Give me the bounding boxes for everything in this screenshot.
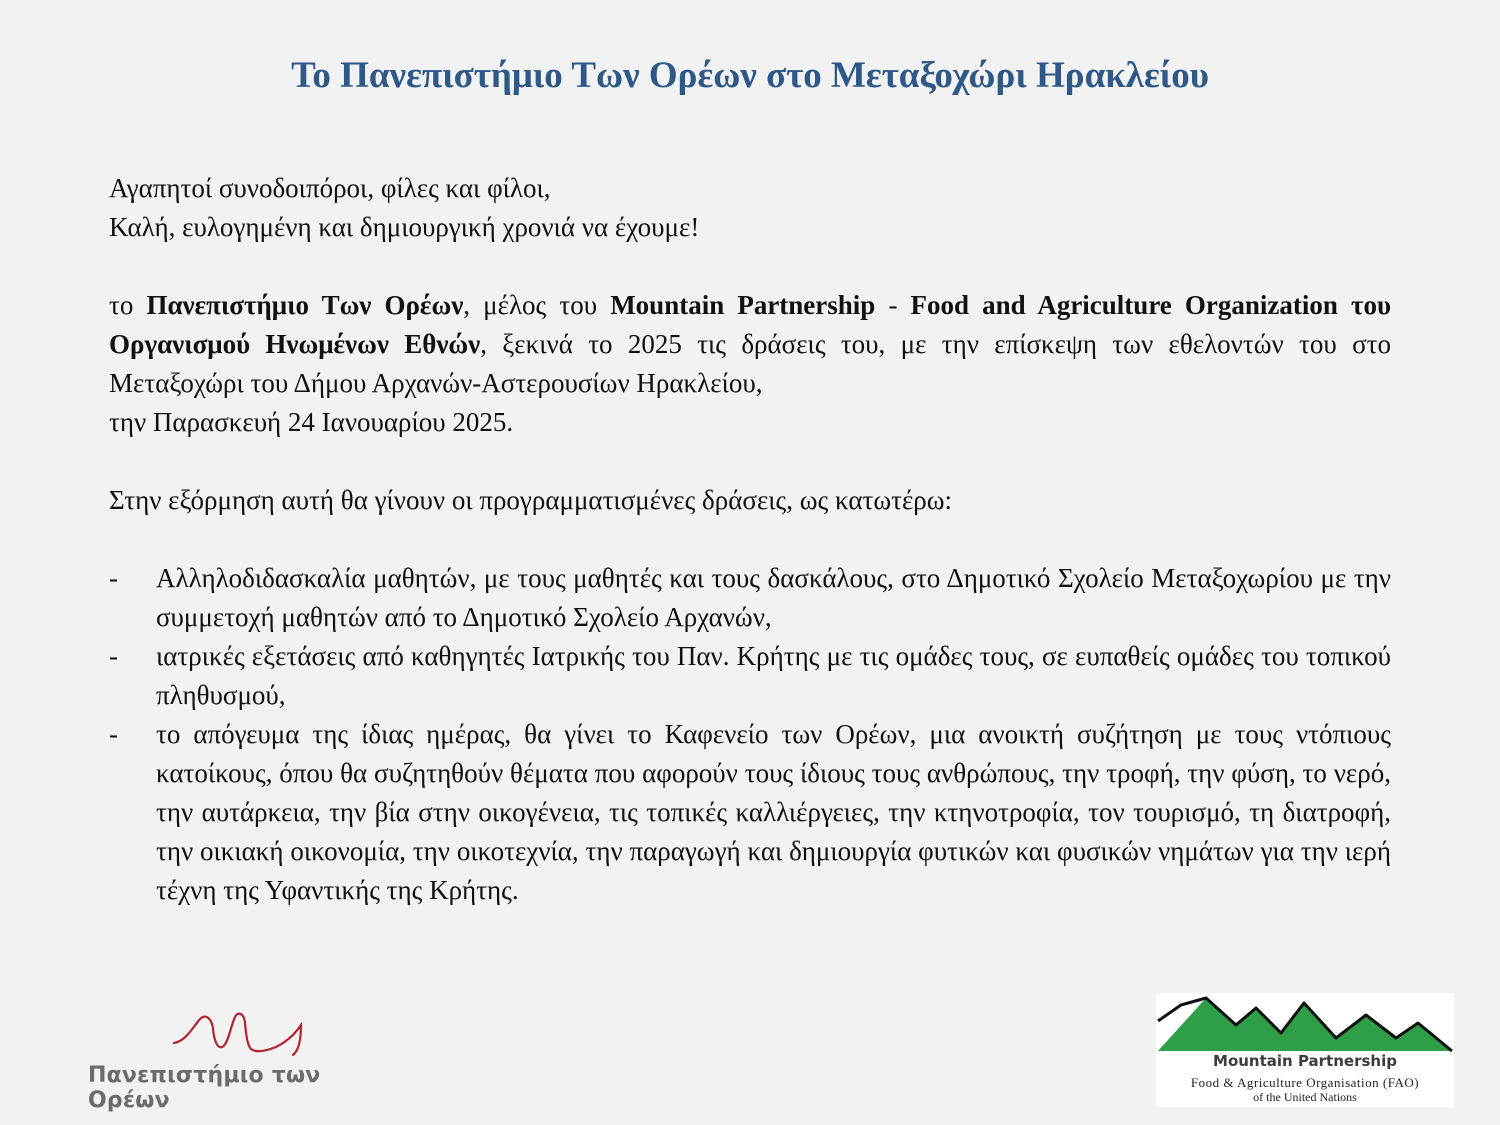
intro-date-line: την Παρασκευή 24 Ιανουαρίου 2025. [109, 407, 514, 437]
list-item [109, 559, 1391, 637]
bullet-dash: - [109, 563, 118, 593]
university-of-mountains-logo [88, 1005, 398, 1113]
logo-caption: Πανεπιστήμιο των Ορέων [88, 1063, 321, 1113]
list-item-text: ιατρικές εξετάσεις από καθηγητές Ιατρικής του Παν. Κρήτης με τις ομάδες τους, σε ευπαθείς ομάδες του τοπικού πληθυσμού, [156, 641, 1391, 710]
list-item [109, 637, 1391, 715]
intro-text-4: , ξεκινά το 2025 τις δράσεις του, με την επίσκεψη των εθελοντών του στο Μεταξοχώρι του Δήμου Αρχανών-Αστερουσίων Ηρακλείου, [109, 329, 1391, 398]
greeting-line-2: Καλή, ευλογημένη και δημιουργική χρονιά να έχουμε! [109, 212, 700, 242]
intro-text-3: - [875, 290, 911, 320]
mountain-partnership-name: Mountain Partnership [1213, 1052, 1397, 1070]
actions-intro: Στην εξόρμηση αυτή θα γίνουν οι προγραμματισμένες δράσεις, ως κατωτέρω: [109, 485, 953, 515]
intro-university-name: Πανεπιστήμιο Των Ορέων [146, 290, 464, 320]
list-item-text: το απόγευμα της ίδιας ημέρας, θα γίνει το Καφενείο των Ορέων, μια ανοικτή συζήτηση με τους ντόπιους κατοίκους, όπου θα συζητηθούν θέματα που αφορούν τους ίδιους τους ανθρώπους, την τροφή, την φύση, το νερό, την αυτάρκεια, την βία στην οικογένεια, τις τοπικές καλλιέργειες, την κτηνοτροφία, τον τουρισμό, τη διατροφή, την οικιακή οικονομία, την οικοτεχνία, την παραγωγή και δημιουργία φυτικών και φυσικών νημάτων για την ιερή τέχνη της Υφαντικής της Κρήτης. [156, 719, 1391, 905]
actions-list [109, 559, 1391, 910]
fao-line-1: Food & Agriculture Organisation (FAO) [1190, 1075, 1420, 1090]
bullet-dash: - [109, 719, 118, 749]
intro-text-1: το [109, 290, 147, 320]
mountain-peaks-icon [1156, 993, 1454, 1053]
bullet-dash: - [109, 641, 118, 671]
fao-line-2: of the United Nations [1253, 1090, 1357, 1104]
letter-body [109, 169, 1391, 910]
intro-fao: Food and Agriculture Organization του Οργανισμού Ηνωμένων Εθνών [109, 290, 1391, 359]
mountain-partnership-logo [1156, 993, 1454, 1107]
intro-mountain-partnership: Mountain Partnership [610, 290, 876, 320]
list-item [109, 715, 1391, 910]
list-item-text: Αλληλοδιδασκαλία μαθητών, με τους μαθητές και τους δασκάλους, στο Δημοτικό Σχολείο Μεταξοχωρίου με την συμμετοχή μαθητών από το Δημοτικό Σχολείο Αρχανών, [156, 563, 1391, 632]
greeting-line-1: Αγαπητοί συνοδοιπόροι, φίλες και φίλοι, [109, 173, 551, 203]
mountain-wave-icon [88, 1005, 398, 1065]
intro-paragraph [109, 286, 1391, 403]
page-title: Το Πανεπιστήμιο Των Ορέων στο Μεταξοχώρι Ηρακλείου [291, 55, 1209, 96]
intro-text-2: , μέλος του [463, 290, 611, 320]
